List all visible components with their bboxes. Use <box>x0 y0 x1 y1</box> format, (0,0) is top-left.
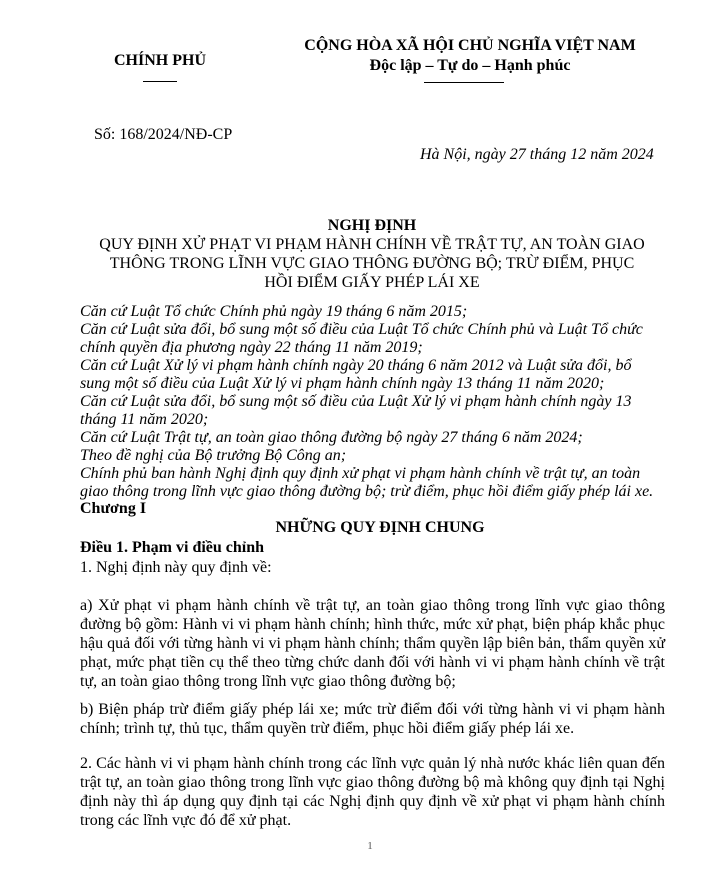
national-motto: Độc lập – Tự do – Hạnh phúc <box>369 57 571 74</box>
chapter-name: NHỮNG QUY ĐỊNH CHUNG <box>275 519 485 536</box>
point-a <box>80 596 665 691</box>
document-title <box>95 216 649 292</box>
basis-item: Căn cứ Luật Tổ chức Chính phủ ngày 19 tháng 6 năm 2015; <box>80 303 468 320</box>
issuer-name: CHÍNH PHỦ <box>114 52 206 69</box>
clause-1-intro <box>80 558 665 577</box>
document-number: Số: 168/2024/NĐ-CP <box>94 126 233 143</box>
basis-item: Theo đề nghị của Bộ trưởng Bộ Công an; <box>80 447 347 464</box>
basis-item: Căn cứ Luật Trật tự, an toàn giao thông đường bộ ngày 27 tháng 6 năm 2024; <box>80 429 583 446</box>
promulgation-statement: Chính phủ ban hành Nghị định quy định xử phạt vi phạm hành chính về trật tự, an toàn giao thông trong lĩnh vực giao thông đường bộ; trừ điểm, phục hồi điểm giấy phép lái xe. <box>80 465 654 500</box>
basis-item: Căn cứ Luật sửa đổi, bổ sung một số điều của Luật Xử lý vi phạm hành chính ngày 13 tháng 11 năm 2020; <box>80 393 632 428</box>
basis-item: Căn cứ Luật sửa đổi, bổ sung một số điều của Luật Tổ chức Chính phủ và Luật Tổ chức chính quyền địa phương ngày 22 tháng 11 năm 2019; <box>80 321 643 356</box>
clause-2-text: 2. Các hành vi vi phạm hành chính trong các lĩnh vực quản lý nhà nước khác liên quan đến trật tự, an toàn giao thông trong lĩnh vực giao thông đường bộ mà không quy định tại Nghị định này thì áp dụng quy định tại các Nghị định quy định về xử phạt vi phạm hành chính trong các lĩnh vực đó để xử phạt. <box>80 755 665 829</box>
place-date: Hà Nội, ngày 27 tháng 12 năm 2024 <box>420 146 654 163</box>
issuer-underline <box>143 81 177 82</box>
point-b-text: b) Biện pháp trừ điểm giấy phép lái xe; mức trừ điểm đối với từng hành vi vi phạm hành chính; trình tự, thủ tục, thẩm quyền trừ điểm, phục hồi điểm giấy phép lái xe. <box>80 701 665 737</box>
clause-1-text: 1. Nghị định này quy định về: <box>80 559 272 576</box>
document-subject: QUY ĐỊNH XỬ PHẠT VI PHẠM HÀNH CHÍNH VỀ TRẬT TỰ, AN TOÀN GIAO THÔNG TRONG LĨNH VỰC GIAO THÔNG ĐƯỜNG BỘ; TRỪ ĐIỂM, PHỤC HỒI ĐIỂM GIẤY PHÉP LÁI XE <box>99 236 645 291</box>
document-type: NGHỊ ĐỊNH <box>327 217 417 234</box>
basis-item: Căn cứ Luật Xử lý vi phạm hành chính ngày 20 tháng 6 năm 2012 và Luật sửa đổi, bổ sung một số điều của Luật Xử lý vi phạm hành chính ngày 13 tháng 11 năm 2020; <box>80 357 632 392</box>
point-a-text: a) Xử phạt vi phạm hành chính về trật tự, an toàn giao thông trong lĩnh vực giao thông đường bộ gồm: Hành vi vi phạm hành chính; hình thức, mức xử phạt, biện pháp khắc phục hậu quả đối với từng hành vi vi phạm hành chính; thẩm quyền lập biên bản, thẩm quyền xử phạt, mức phạt tiền cụ thể theo từng chức danh đối với hành vi vi phạm hành chính về trật tự, an toàn giao thông trong lĩnh vực giao thông đường bộ; <box>80 597 665 690</box>
chapter-label: Chương I <box>80 500 147 517</box>
motto-underline <box>424 82 504 83</box>
article-heading: Điều 1. Phạm vi điều chỉnh <box>80 539 265 556</box>
national-header <box>260 36 680 76</box>
clause-2 <box>80 754 665 830</box>
point-b <box>80 700 665 738</box>
country-name: CỘNG HÒA XÃ HỘI CHỦ NGHĨA VIỆT NAM <box>304 37 636 54</box>
legal-bases <box>80 303 655 501</box>
page-number: 1 <box>367 840 373 852</box>
